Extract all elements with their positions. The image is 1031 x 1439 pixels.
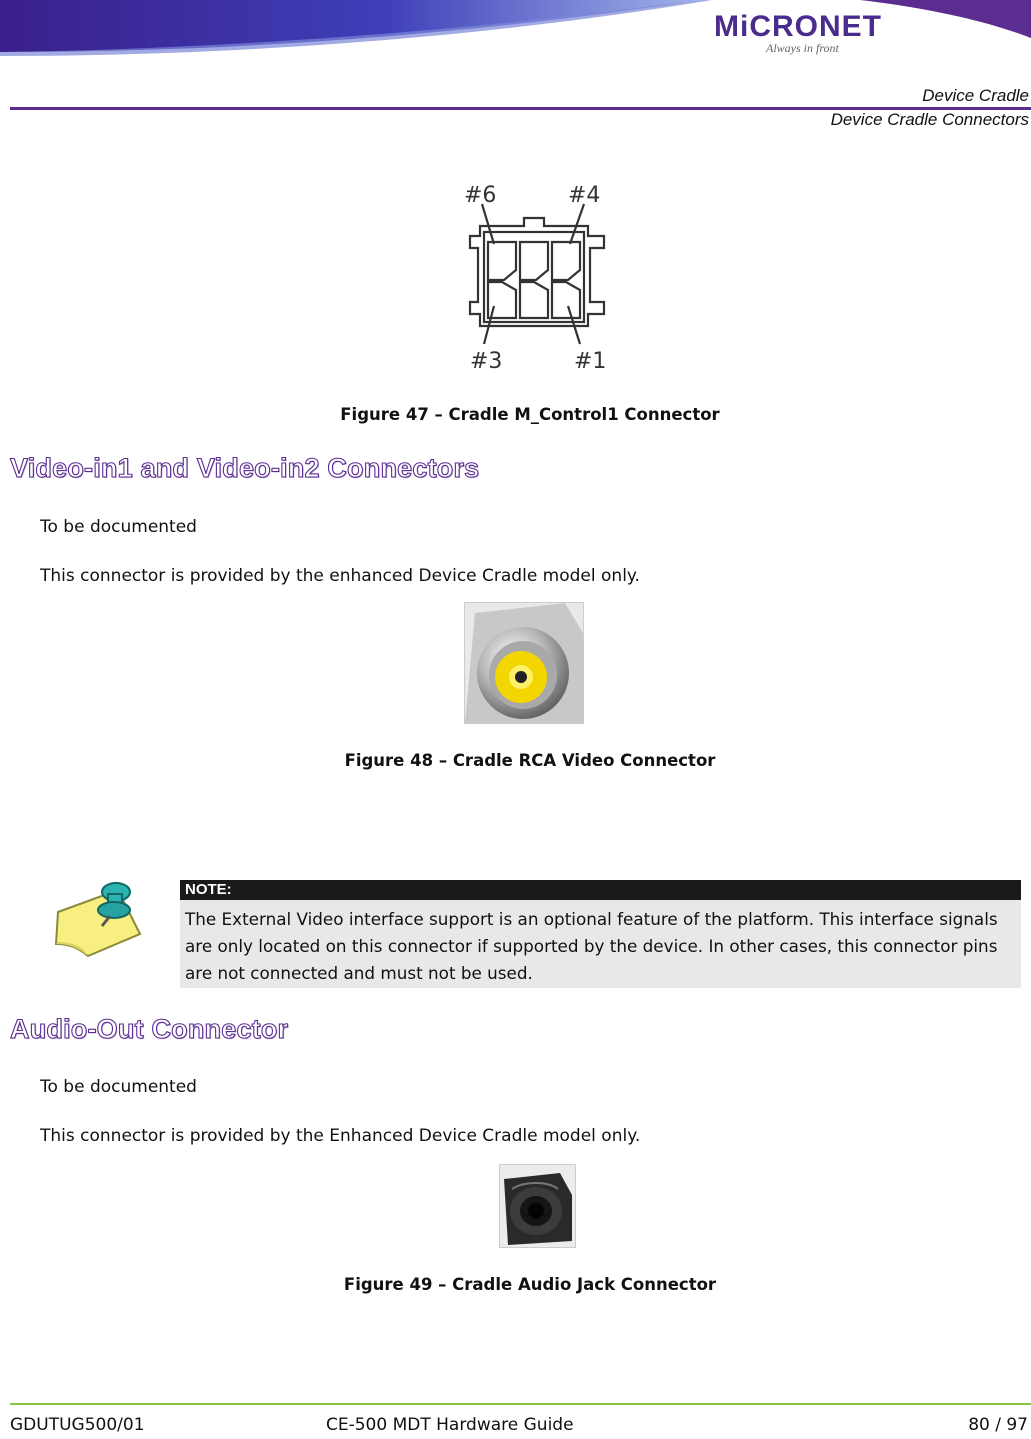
figure-49-caption: Figure 49 – Cradle Audio Jack Connector xyxy=(343,1275,717,1294)
sticky-note-pushpin-icon xyxy=(48,872,144,958)
logo-brand: MiCRONET xyxy=(714,10,882,43)
rca-connector-illustration xyxy=(465,603,583,723)
audio-jack-connector-photo xyxy=(499,1164,576,1248)
note-label: NOTE: xyxy=(180,880,1021,900)
rca-video-connector-photo xyxy=(464,602,584,724)
m-control1-connector-diagram xyxy=(462,178,612,376)
micronet-logo xyxy=(714,12,882,54)
header-section: Device Cradle Connectors xyxy=(830,110,1029,129)
video-tbd-text: To be documented xyxy=(40,517,197,537)
footer-title: CE-500 MDT Hardware Guide xyxy=(326,1415,574,1435)
note-text: The External Video interface support is an optional feature of the platform. This interface signals are only located on this connector if supported by the device. In other cases, this connector pins are not connected and must not be used. xyxy=(185,909,998,983)
pin-label-4: #4 xyxy=(568,183,601,208)
pin-label-3: #3 xyxy=(470,349,503,374)
audio-section-heading: Audio-Out Connector xyxy=(10,1014,289,1044)
figure-48-caption: Figure 48 – Cradle RCA Video Connector xyxy=(344,751,716,770)
audio-tbd-text: To be documented xyxy=(40,1077,197,1097)
pin-label-6: #6 xyxy=(464,183,497,208)
footer-doc-id: GDUTUG500/01 xyxy=(10,1415,145,1435)
audio-availability-text: This connector is provided by the Enhanced Device Cradle model only. xyxy=(40,1126,641,1146)
footer-page-number: 80 / 97 xyxy=(968,1415,1028,1435)
footer-rule xyxy=(10,1403,1031,1405)
connector-pinout-drawing xyxy=(462,178,612,376)
video-section-heading: Video-in1 and Video-in2 Connectors xyxy=(10,453,480,483)
logo-tagline: Always in front xyxy=(766,41,839,55)
figure-47-caption: Figure 47 – Cradle M_Control1 Connector xyxy=(340,405,720,424)
video-availability-text: This connector is provided by the enhanced Device Cradle model only. xyxy=(40,566,640,586)
note-box xyxy=(180,880,1021,988)
pin-label-1: #1 xyxy=(574,349,607,374)
header-chapter: Device Cradle xyxy=(922,86,1029,105)
audio-jack-illustration xyxy=(500,1165,575,1247)
